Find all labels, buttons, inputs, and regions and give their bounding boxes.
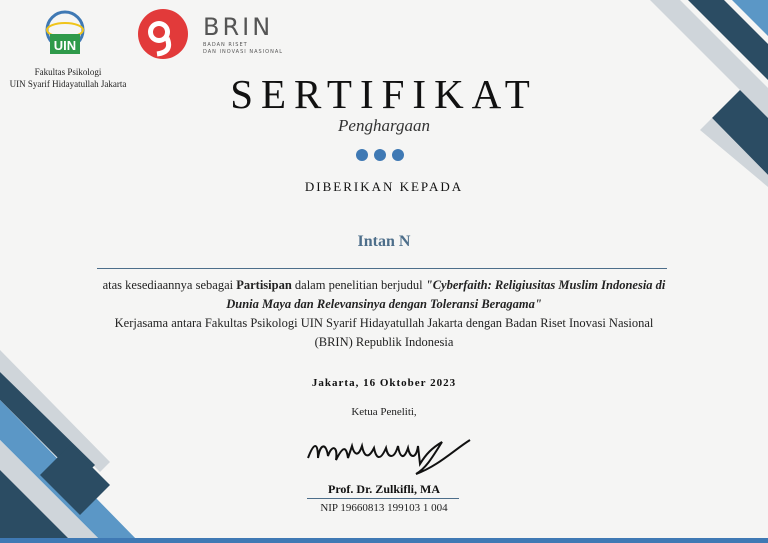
signer-underline <box>307 498 459 499</box>
ornament-dot <box>392 149 404 161</box>
brin-wordmark: BRIN <box>203 13 274 41</box>
bottom-border <box>0 538 768 543</box>
signature <box>304 424 474 480</box>
caption-line-faculty: Fakultas Psikologi <box>34 67 102 77</box>
body-intro: atas kesediaannya sebagai <box>102 278 237 292</box>
brin-logo-mark <box>137 8 189 60</box>
signer-role: Ketua Peneliti, <box>351 406 417 418</box>
uin-logo <box>40 8 90 58</box>
certificate-subtitle: Penghargaan <box>338 116 430 135</box>
ornament-dot <box>356 149 368 161</box>
recipient-underline <box>97 268 667 269</box>
given-to-label: DIBERIKAN KEPADA <box>304 179 464 194</box>
uin-logo-text: UIN <box>53 38 77 53</box>
certificate-title: SERTIFIKAT <box>230 71 538 117</box>
body-statement <box>100 276 668 314</box>
brin-sub-line2: DAN INOVASI NASIONAL <box>203 49 284 55</box>
signer-name: Prof. Dr. Zulkifli, MA <box>327 482 440 496</box>
research-title: "Cyberfaith: Religiusitas Muslim Indonesia di Dunia Maya dan Relevansinya dengan Toleransi Beragama" <box>226 278 666 311</box>
brin-sub-line1: BADAN RISET <box>203 42 248 48</box>
brin-subtitle <box>203 42 313 56</box>
signer-id-number: NIP 19660813 199103 1 004 <box>320 502 448 514</box>
issue-date: Jakarta, 16 Oktober 2023 <box>311 377 457 389</box>
body-mid: dalam penelitian berjudul <box>291 278 426 292</box>
certificate-body <box>100 276 668 352</box>
recipient-name: Intan N <box>357 233 411 250</box>
collaboration-text: Kerjasama antara Fakultas Psikologi UIN Syarif Hidayatullah Jakarta dengan Badan Riset Inovasi Nasional (BRIN) Republik Indonesia <box>114 316 654 349</box>
ornament-dot <box>374 149 386 161</box>
caption-line-university: UIN Syarif Hidayatullah Jakarta <box>9 79 127 89</box>
dot-ornament <box>356 148 412 164</box>
participant-role: Partisipan <box>236 278 292 292</box>
